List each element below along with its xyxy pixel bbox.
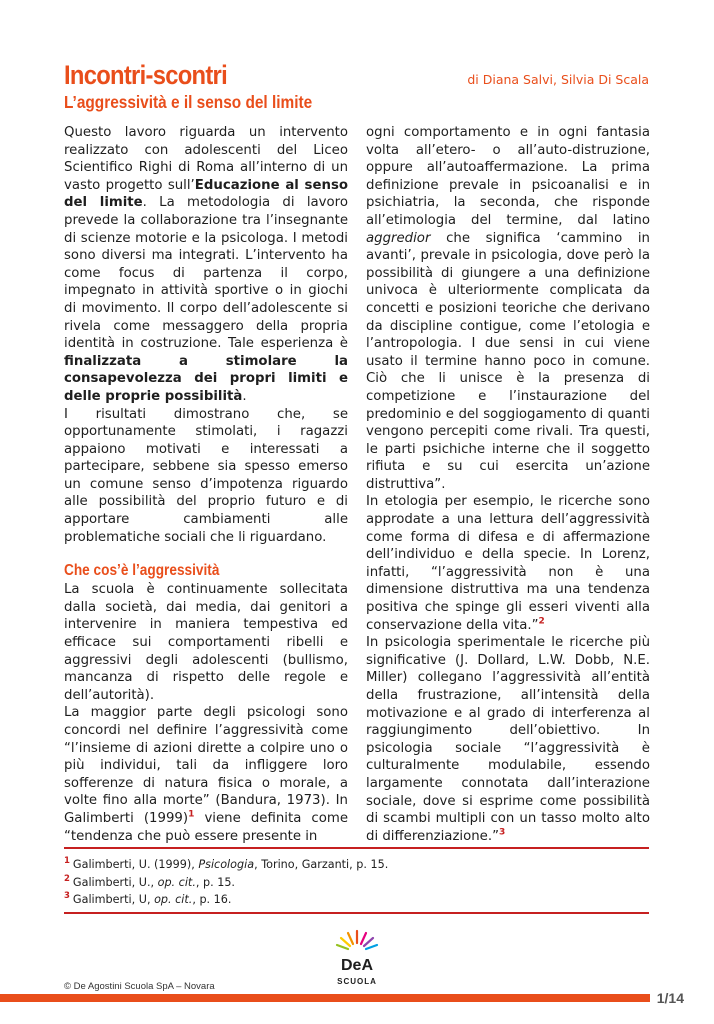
ethology-paragraph: In etologia per esempio, le ricerche sono approdate a una lettura dell’aggressività come forma di difesa e di affermazione dell’individuo e della specie. In Lorenz, infatti, “l’aggressività non è una dimensione distruttiva ma una tendenza positiva che spinge gli esseri viventi alla conservazione della vita.”$^2$ [366, 494, 650, 633]
footnotes [64, 856, 388, 909]
right-column [366, 124, 650, 845]
left-column [64, 124, 348, 845]
article-subtitle: L’aggressività e il senso del limite [64, 92, 313, 112]
footnote-ref-3[interactable]: 3 [498, 827, 506, 838]
footnote-3: $^3$ Galimberti, U, op. cit., p. 16. [64, 891, 232, 906]
footnote-2: $^2$ Galimberti, U., op. cit., p. 15. [64, 873, 235, 889]
school-paragraph: La scuola è continuamente sollecitata dalla società, dai media, dai genitori a intervenire in maniera tempestiva ed efficace sui comportamenti ribelli e aggressivi degli adolescenti (bullismo, mancanza di rispetto delle regole e dell’autorità). [64, 582, 348, 703]
definition-paragraph: La maggior parte degli psicologi sono concordi nel definire l’aggressività come “l’insieme di azioni dirette a colpire uno o più individui, tali da infliggere loro sofferenze di natura fisica o morale, a volte fino alla morte” (Bandura, 1973). In Galimberti $(1999)^1$ viene definita come “tendenza che può essere presente in [64, 705, 349, 844]
footnote-divider-bottom [64, 912, 649, 914]
footer-bar [0, 994, 650, 1002]
logo-label: SCUOLA [337, 977, 377, 986]
footnote-divider-top [64, 847, 649, 849]
footnote-ref-1[interactable]: 1 [188, 809, 195, 820]
footnote-ref-2[interactable]: 2 [538, 616, 545, 627]
psychology-paragraph: In psicologia sperimentale le ricerche più significative (J. Dollard, L.W. Dobb, N.E. Miller) collegano l’aggressività all’entità della frustrazione, all’intensità della motivazione e al grado di interferenza al raggiungimento dell’obiettivo. In psicologia sociale “l’aggressività è culturalmente modulabile, essendo largamente connotata dall’interazione sociale, dove si esprime come possibilità di scambi multipli con un tasso molto alto di differenziazione.”$^3$ [366, 635, 650, 844]
article-authors: di Diana Salvi, Silvia Di Scala [467, 72, 649, 87]
intro-paragraph: Questo lavoro riguarda un intervento realizzato con adolescenti del Liceo Scientifico Righi di Roma all’interno di un vasto progetto sull’Educazione al senso del limite. La metodologia di lavoro prevede la collaborazione tra l’insegnante di scienze motorie e la psicologa. I metodi sono diversi ma integrati. L’intervento ha come focus di partenza il corpo, impegnato in attività sportive o in giochi di movimento. Il corpo dell’adolescente si rivela come messaggero della propria identità in costruzione. Tale esperienza è finalizzata a stimolare la consapevolezza dei propri limiti e delle proprie possibilità. [64, 125, 349, 404]
article-title: Incontri-scontri [64, 60, 227, 90]
page-number: 1/14 [656, 990, 684, 1006]
dea-scuola-logo [331, 929, 383, 989]
continuation-paragraph: ogni comportamento e in ogni fantasia volta all’etero- o all’auto-distruzione, oppure all’autoaffermazione. La prima definizione prevale in psicoanalisi e in psichiatria, la seconda, che risponde all’etimologia del termine, dal latino aggredior che significa ‘cammino in avanti’, prevale in psicologia, dove però la possibilità di giungere a una definizione univoca è ulteriormente complicata da concetti e posizioni teoriche che derivano da discipline contigue, come l’etologia e l’antropologia. I due sensi in cui viene usato il termine hanno poco in comune. Ciò che li unisce è la presenza di competizione e l’instaurazione del predominio e del soggiogamento di quanti vengono percepiti come rivali. Tra questi, le parti psichiche interne che il soggetto rifiuta e su cui esercita un’azione distruttiva”. [366, 125, 650, 492]
footnote-1: $^1$ Galimberti, U. (1999), Psicologia, Torino, Garzanti, p. 15. [64, 856, 389, 871]
logo-mark: DeA [340, 957, 374, 974]
section-heading: Che cos’è l’aggressività [64, 562, 220, 580]
results-paragraph: I risultati dimostrano che, se opportunamente stimolati, i ragazzi appaiono motivati e interessati a partecipare, sebbene sia spesso emerso un comune senso d’impotenza riguardo alle possibilità del proprio futuro e di apportare cambiamenti alle problematiche sociali che li riguardano. [64, 406, 348, 545]
copyright: © De Agostini Scuola SpA – Novara [64, 981, 215, 992]
